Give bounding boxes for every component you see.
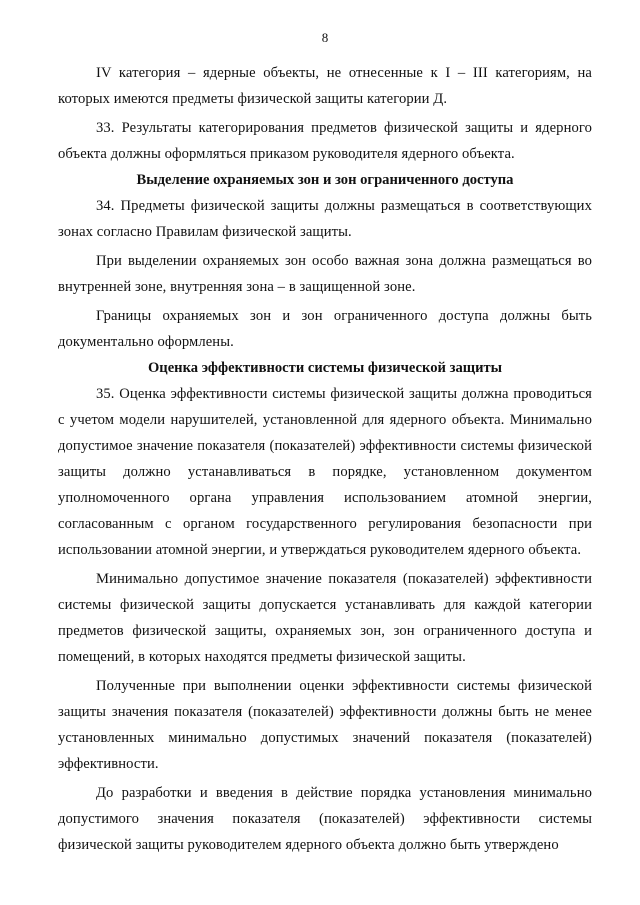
page-number: 8 <box>321 30 329 45</box>
section-heading-effectiveness: Оценка эффективности системы физической защиты <box>147 360 503 376</box>
paragraph-category-iv: IV категория – ядерные объекты, не отнесенные к I – III категориям, на которых имеются предметы физической защиты категории Д. <box>58 65 592 107</box>
paragraph-zone-placement: При выделении охраняемых зон особо важная зона должна размещаться во внутренней зоне, внутренняя зона – в защищенной зоне. <box>58 253 592 295</box>
paragraph-35: 35. Оценка эффективности системы физической защиты должна проводиться с учетом модели нарушителей, установленной для ядерного объекта. Минимально допустимое значение показателя (показателей) эффективности системы физической защиты должно устанавливаться в порядке, установленном документом уполномоченного органа управления использованием атомной энергии, согласованным с органом государственного регулирования безопасности при использовании атомной энергии, и утверждаться руководителем ядерного объекта. <box>58 386 592 558</box>
paragraph-before-procedure: До разработки и введения в действие порядка установления минимально допустимого значения показателя (показателей) эффективности системы физической защиты руководителем ядерного объекта должно быть утверждено <box>58 785 592 853</box>
paragraph-zone-boundaries: Границы охраняемых зон и зон ограниченного доступа должны быть документально оформлены. <box>58 308 592 350</box>
paragraph-34: 34. Предметы физической защиты должны размещаться в соответствующих зонах согласно Правилам физической защиты. <box>58 198 592 240</box>
paragraph-obtained-values: Полученные при выполнении оценки эффективности системы физической защиты значения показателя (показателей) эффективности должны быть не менее установленных минимально допустимых значений показателя (показателей) эффективности. <box>58 678 592 772</box>
paragraph-min-value: Минимально допустимое значение показателя (показателей) эффективности системы физической защиты допускается устанавливать для каждой категории предметов физической защиты, охраняемых зон, зон ограниченного доступа и помещений, в которых находятся предметы физической защиты. <box>58 571 592 665</box>
section-heading-zones: Выделение охраняемых зон и зон ограниченного доступа <box>136 172 514 188</box>
paragraph-33: 33. Результаты категорирования предметов физической защиты и ядерного объекта должны оформляться приказом руководителя ядерного объекта. <box>58 120 592 162</box>
